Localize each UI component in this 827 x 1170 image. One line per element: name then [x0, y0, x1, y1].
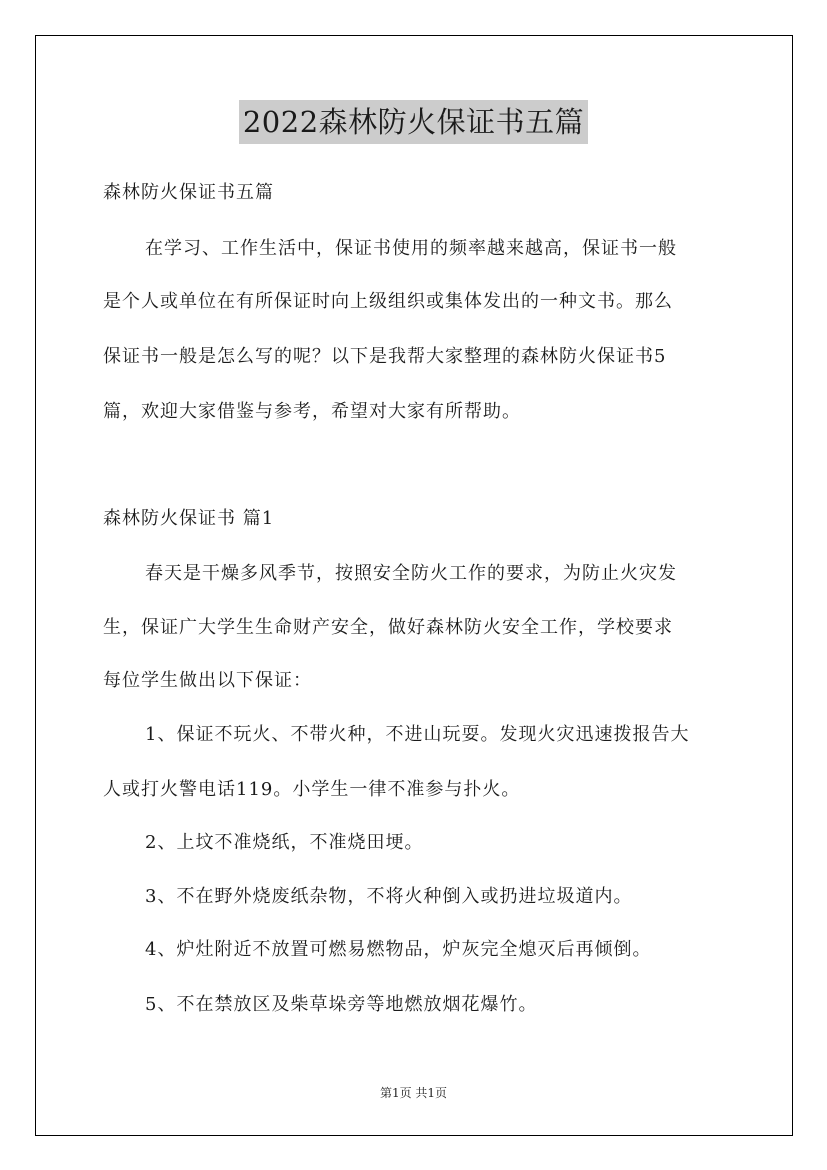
- intro-line-3: 保证书一般是怎么写的呢？以下是我帮大家整理的森林防火保证书5: [103, 346, 667, 367]
- section-line-1: 春天是干燥多风季节，按照安全防火工作的要求，为防止火灾发: [145, 563, 677, 584]
- section-line-3: 每位学生做出以下保证：: [103, 670, 312, 691]
- intro-line-2: 是个人或单位在有所保证时向上级组织或集体发出的一种文书。那么: [103, 291, 673, 312]
- pledge-item-1-line-2: 人或打火警电话119。小学生一律不准参与扑火。: [103, 779, 521, 800]
- pledge-item-3: 3、不在野外烧废纸杂物，不将火种倒入或扔进垃圾道内。: [145, 886, 633, 907]
- pledge-item-2: 2、上坟不准烧纸，不准烧田埂。: [145, 832, 424, 853]
- document-title: 2022森林防火保证书五篇: [239, 100, 588, 144]
- pledge-item-4: 4、炉灶附近不放置可燃易燃物品，炉灰完全熄灭后再倾倒。: [145, 939, 652, 960]
- document-subtitle: 森林防火保证书五篇: [103, 182, 274, 203]
- pledge-item-5: 5、不在禁放区及柴草垛旁等地燃放烟花爆竹。: [145, 994, 538, 1015]
- intro-line-4: 篇，欢迎大家借鉴与参考，希望对大家有所帮助。: [103, 401, 521, 422]
- section-line-2: 生，保证广大学生生命财产安全，做好森林防火安全工作，学校要求: [103, 617, 673, 638]
- title-container: [0, 100, 827, 144]
- intro-line-1: 在学习、工作生活中，保证书使用的频率越来越高，保证书一般: [145, 238, 677, 259]
- section-heading: 森林防火保证书 篇1: [103, 508, 275, 529]
- pledge-item-1-line-1: 1、保证不玩火、不带火种，不进山玩耍。发现火灾迅速拨报告大: [145, 724, 690, 745]
- page-footer: 第1页 共1页: [379, 1086, 448, 1100]
